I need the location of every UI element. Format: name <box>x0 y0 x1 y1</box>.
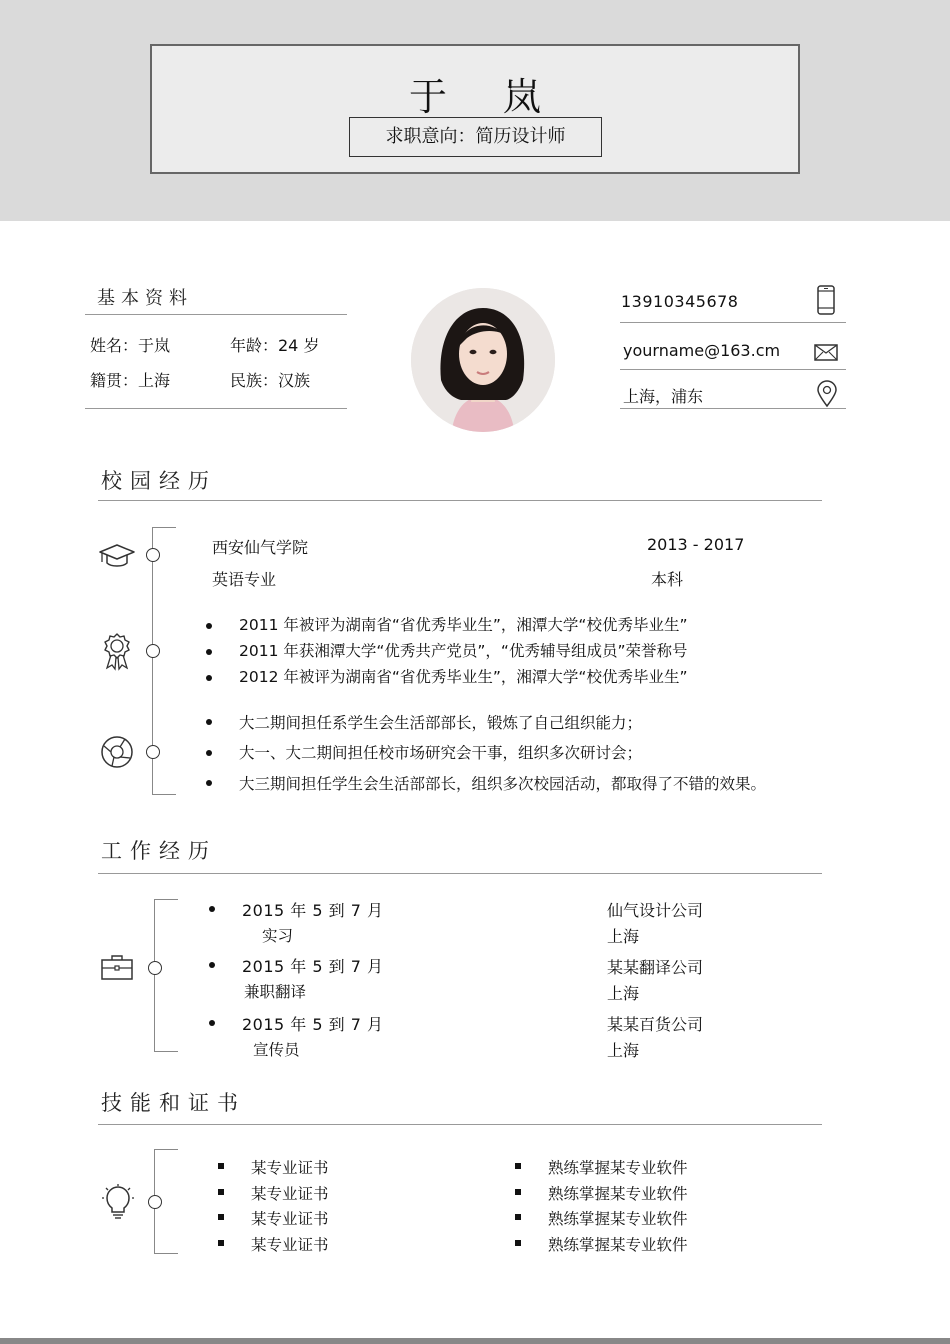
contact-divider-2 <box>620 369 846 370</box>
work-role: 宣传员 <box>253 1041 300 1059</box>
contact-divider-3 <box>620 408 846 409</box>
work-role: 实习 <box>262 927 294 945</box>
profile-photo <box>411 288 555 432</box>
list-bullet <box>218 1214 224 1220</box>
list-bullet <box>209 906 215 912</box>
list-bullet <box>218 1163 224 1169</box>
award-item: 2011 年被评为湖南省“省优秀毕业生”，湘潭大学“校优秀毕业生” <box>239 616 688 634</box>
basic-ethnicity: 民族：汉族 <box>230 371 311 390</box>
name-box <box>150 44 800 174</box>
cert-item: 某专业证书 <box>251 1185 329 1203</box>
software-item: 熟练掌握某专业软件 <box>548 1185 688 1203</box>
campus-timeline-cap-top <box>152 527 176 528</box>
timeline-node <box>148 961 162 975</box>
work-city: 上海 <box>607 984 640 1003</box>
software-item: 熟练掌握某专业软件 <box>548 1210 688 1228</box>
contact-location: 上海，浦东 <box>623 387 704 406</box>
basic-info-divider-bottom <box>85 408 347 409</box>
work-date: 2015 年 5 到 7 月 <box>242 1015 384 1034</box>
footer-bar <box>0 1338 950 1344</box>
work-divider <box>98 873 822 874</box>
list-bullet <box>206 675 212 681</box>
skills-divider <box>98 1124 822 1125</box>
work-date: 2015 年 5 到 7 月 <box>242 901 384 920</box>
work-date: 2015 年 5 到 7 月 <box>242 957 384 976</box>
timeline-node <box>146 644 160 658</box>
basic-hometown: 籍贯：上海 <box>90 371 171 390</box>
list-bullet <box>515 1214 521 1220</box>
list-bullet <box>218 1189 224 1195</box>
work-timeline-cap-top <box>154 899 178 900</box>
work-city: 上海 <box>607 927 640 946</box>
aperture-icon <box>101 736 133 768</box>
award-item: 2011 年获湘潭大学“优秀共产党员”，“优秀辅导组成员”荣誉称号 <box>239 642 688 660</box>
mail-icon <box>814 344 838 361</box>
basic-name: 姓名：于岚 <box>90 336 171 355</box>
contact-divider-1 <box>620 322 846 323</box>
list-bullet <box>206 780 212 786</box>
briefcase-icon <box>101 955 133 980</box>
portrait-illustration <box>411 288 555 432</box>
work-company: 某某百货公司 <box>607 1015 704 1034</box>
skills-timeline-cap-bottom <box>154 1253 178 1254</box>
phone-icon <box>817 285 835 315</box>
school-major: 英语专业 <box>212 570 277 589</box>
candidate-name: 于 岚 <box>408 75 564 119</box>
list-bullet <box>206 623 212 629</box>
work-title: 工作经历 <box>101 839 217 863</box>
campus-timeline-cap-bottom <box>152 794 176 795</box>
award-ribbon-icon <box>102 633 132 671</box>
award-item: 2012 年被评为湖南省“省优秀毕业生”，湘潭大学“校优秀毕业生” <box>239 668 688 686</box>
software-item: 熟练掌握某专业软件 <box>548 1159 688 1177</box>
work-company: 某某翻译公司 <box>607 958 704 977</box>
list-bullet <box>209 962 215 968</box>
cert-item: 某专业证书 <box>251 1236 329 1254</box>
lightbulb-icon <box>101 1184 135 1220</box>
list-bullet <box>515 1189 521 1195</box>
timeline-node <box>146 745 160 759</box>
skills-timeline-cap-top <box>154 1149 178 1150</box>
list-bullet <box>206 719 212 725</box>
graduation-cap-icon <box>99 544 135 568</box>
school-name: 西安仙气学院 <box>212 538 309 557</box>
list-bullet <box>206 750 212 756</box>
school-years: 2013 - 2017 <box>647 535 745 554</box>
list-bullet <box>206 649 212 655</box>
work-role: 兼职翻译 <box>244 983 307 1001</box>
list-bullet <box>515 1163 521 1169</box>
contact-email: yourname@163.cm <box>623 341 781 360</box>
work-timeline-cap-bottom <box>154 1051 178 1052</box>
job-intent: 求职意向：简历设计师 <box>349 117 602 157</box>
basic-info-title: 基本资料 <box>97 288 193 309</box>
timeline-node <box>148 1195 162 1209</box>
cert-item: 某专业证书 <box>251 1210 329 1228</box>
timeline-node <box>146 548 160 562</box>
basic-age: 年龄：24 岁 <box>230 336 320 355</box>
list-bullet <box>218 1240 224 1246</box>
activity-item: 大三期间担任学生会生活部部长，组织多次校园活动，都取得了不错的效果。 <box>239 775 767 793</box>
contact-phone: 13910345678 <box>621 292 739 311</box>
basic-info-divider-top <box>85 314 347 315</box>
work-city: 上海 <box>607 1041 640 1060</box>
cert-item: 某专业证书 <box>251 1159 329 1177</box>
list-bullet <box>209 1020 215 1026</box>
list-bullet <box>515 1240 521 1246</box>
software-item: 熟练掌握某专业软件 <box>548 1236 688 1254</box>
work-timeline <box>154 899 155 1052</box>
campus-title: 校园经历 <box>101 469 217 493</box>
activity-item: 大一、大二期间担任校市场研究会干事，组织多次研讨会； <box>239 744 643 762</box>
work-company: 仙气设计公司 <box>607 901 704 920</box>
location-pin-icon <box>817 381 837 407</box>
skills-title: 技能和证书 <box>101 1091 246 1115</box>
school-degree: 本科 <box>651 570 684 589</box>
campus-divider <box>98 500 822 501</box>
activity-item: 大二期间担任系学生会生活部部长，锻炼了自己组织能力； <box>239 714 643 732</box>
